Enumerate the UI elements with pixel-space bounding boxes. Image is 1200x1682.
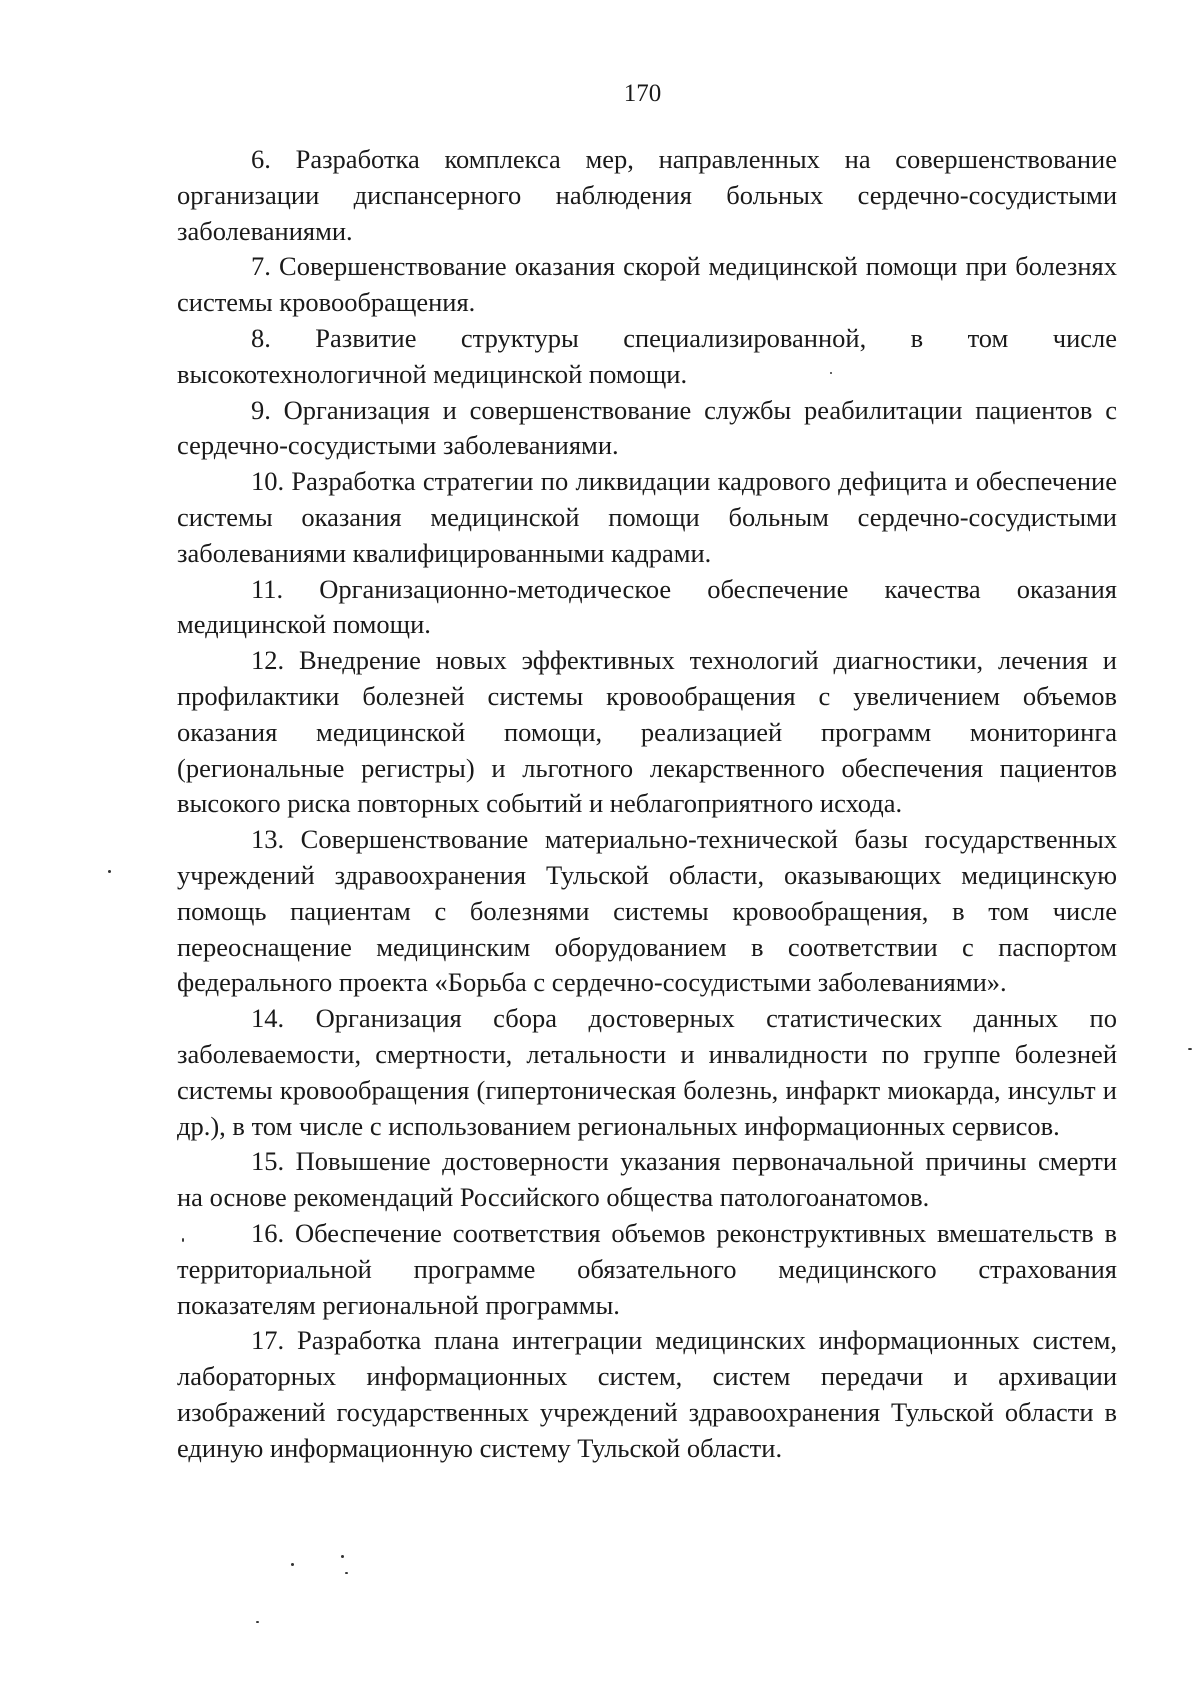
scan-speck xyxy=(182,1238,184,1242)
list-item: 7. Совершенствование оказания скорой медицинской помощи при болезнях системы кровообращения. xyxy=(177,251,1117,318)
scan-speck xyxy=(108,870,111,873)
list-item: 11. Организационно-методическое обеспечение качества оказания медицинской помощи. xyxy=(177,573,1117,640)
list-item: 14. Организация сбора достоверных статистических данных по заболеваемости, смертности, летальности и инвалидности по группе болезней системы кровообращения (гипертоническая болезнь, инфаркт миокарда, инсульт и др.), в том числе с использованием региональных информационных сервисов. xyxy=(177,1003,1117,1141)
document-body xyxy=(177,142,1117,1466)
list-item: 13. Совершенствование материально-технической базы государственных учреждений здравоохранения Тульской области, оказывающих медицинскую помощь пациентам с болезнями системы кровообращения, в том числе переоснащение медицинским оборудованием в соответствии с паспортом федерального проекта «Борьба с сердечно-сосудистыми заболеваниями». xyxy=(177,824,1117,998)
list-item: 12. Внедрение новых эффективных технологий диагностики, лечения и профилактики болезней системы кровообращения с увеличением объемов оказания медицинской помощи, реализацией программ мониторинга (региональные регистры) и льготного лекарственного обеспечения пациентов высокого риска повторных событий и неблагоприятного исхода. xyxy=(177,645,1117,819)
scan-speck xyxy=(345,1572,348,1574)
list-item: 8. Развитие структуры специализированной, в том числе высокотехнологичной медицинской помощи. xyxy=(177,322,1117,389)
page-number: 170 xyxy=(623,80,662,107)
scan-speck xyxy=(341,1555,344,1558)
scan-speck xyxy=(256,1621,259,1623)
scan-speck xyxy=(1188,1048,1192,1050)
scan-speck xyxy=(830,372,832,374)
list-item: 10. Разработка стратегии по ликвидации кадрового дефицита и обеспечение системы оказания медицинской помощи больным сердечно-сосудистыми заболеваниями квалифицированными кадрами. xyxy=(177,466,1117,568)
list-item: 17. Разработка плана интеграции медицинских информационных систем, лабораторных информационных систем, систем передачи и архивации изображений государственных учреждений здравоохранения Тульской области в единую информационную систему Тульской области. xyxy=(177,1325,1117,1463)
list-item: 15. Повышение достоверности указания первоначальной причины смерти на основе рекомендаций Российского общества патологоанатомов. xyxy=(177,1146,1117,1213)
list-item: 16. Обеспечение соответствия объемов реконструктивных вмешательств в территориальной программе обязательного медицинского страхования показателям региональной программы. xyxy=(177,1217,1117,1320)
scan-speck xyxy=(291,1563,294,1566)
list-item: 6. Разработка комплекса мер, направленных на совершенствование организации диспансерного наблюдения больных сердечно-сосудистыми заболеваниями. xyxy=(177,144,1117,246)
list-item: 9. Организация и совершенствование службы реабилитации пациентов с сердечно-сосудистыми заболеваниями. xyxy=(177,394,1117,461)
